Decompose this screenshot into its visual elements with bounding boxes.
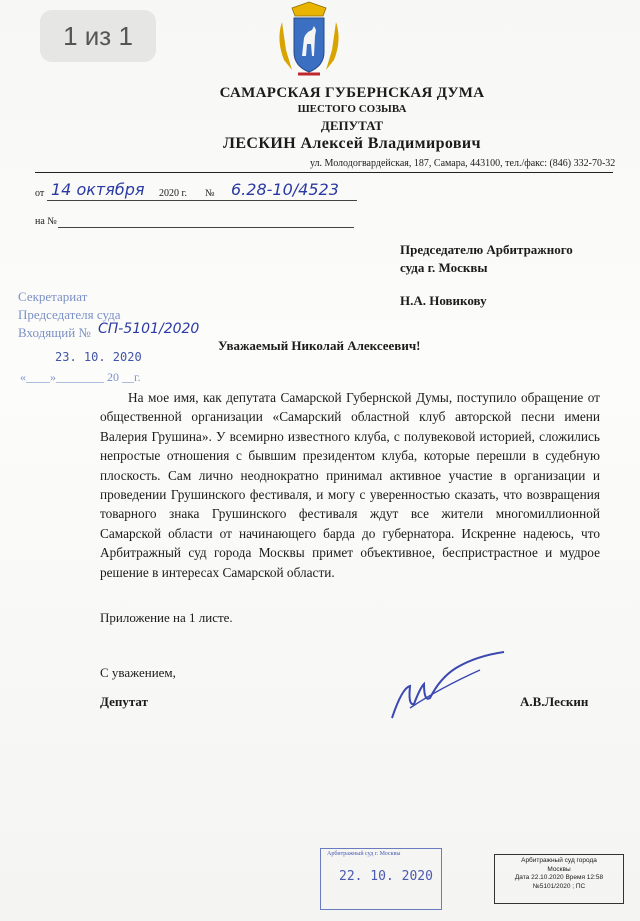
signer-name: А.В.Лескин <box>520 694 589 709</box>
from-label: от <box>35 188 45 199</box>
stamp-incoming-number: СП-5101/2020 <box>98 321 200 337</box>
number-label: № <box>205 188 215 199</box>
handwritten-signature <box>380 648 510 728</box>
court-received-stamp <box>320 848 442 910</box>
convocation: ШЕСТОГО СОЗЫВА <box>297 103 407 115</box>
stamp-blank-date: «____»________ 20 __г. <box>20 370 141 384</box>
attachment-note: Приложение на 1 листе. <box>100 610 233 625</box>
court-stamp-date: 22. 10. 2020 <box>339 869 433 884</box>
recipient-name: Н.А. Новикову <box>400 293 487 308</box>
stamp-incoming-date: 23. 10. 2020 <box>55 350 142 364</box>
greeting: Уважаемый Николай Алексеевич! <box>218 338 421 353</box>
reply-label: на № <box>35 216 57 227</box>
court-box-line-1: Арбитражный суд города <box>521 857 597 864</box>
org-title: САМАРСКАЯ ГУБЕРНСКАЯ ДУМА <box>219 85 485 101</box>
stamp-incoming-label: Входящий № <box>18 325 91 340</box>
letter-body: На мое имя, как депутата Самарской Губернской Думы, поступило обращение от общественной организации «Самарский областной клуб авторской песни имени Валерия Грушина». У всемирно известного клуба, с полувековой историей, сложились непростые отношения с бывшим президентом клуба, которые перешли в судебную плоскость. Сам лично неоднократно принимал активное участие в организации и проведении Грушинского фестиваля, и могу с уверенностью сказать, что возвращения товарного знака Грушинского фестиваля ждут все жители многомиллионной Самарской области от начинающего барда до губернатора. Искренне надеюсь, что Арбитражный суд города Москвы примет объективное, беспристрастное и мудрое решение в интересах Самарской области. <box>100 390 600 580</box>
court-box-line-2: Москвы <box>547 865 571 873</box>
court-registration-box <box>494 854 624 904</box>
closing: С уважением, <box>100 665 176 680</box>
year-label: 2020 г. <box>159 188 187 199</box>
handwritten-date: 14 октября <box>51 180 145 199</box>
court-box-line-3: Дата 22.10.2020 Время 12:58 <box>514 874 604 881</box>
outgoing-date-line <box>35 180 365 204</box>
address-line: ул. Молодогвардейская, 187, Самара, 443100, тел./факс: (846) 332-70-32 <box>310 158 616 169</box>
deputy-name: ЛЕСКИН Алексей Владимирович <box>223 135 481 152</box>
header-divider <box>35 172 613 173</box>
samara-coat-of-arms-icon <box>268 0 350 80</box>
recipient-line-2: суда г. Москвы <box>400 260 488 275</box>
stamp-secretariat: Секретариат <box>18 289 88 304</box>
recipient-line-1: Председателю Арбитражного <box>400 242 573 257</box>
page-counter: 1 из 1 <box>40 10 156 62</box>
position-title: ДЕПУТАТ <box>320 118 384 133</box>
sign-title: Депутат <box>100 694 148 709</box>
date-underline <box>47 200 357 201</box>
stamp-chair: Председателя суда <box>18 307 121 322</box>
handwritten-number: 6.28-10/4523 <box>231 180 339 199</box>
court-stamp-header: Арбитражный суд г. Москвы <box>327 851 401 857</box>
reply-underline <box>58 227 354 228</box>
court-box-line-4: №5101/2020 ; ПС <box>532 882 586 890</box>
